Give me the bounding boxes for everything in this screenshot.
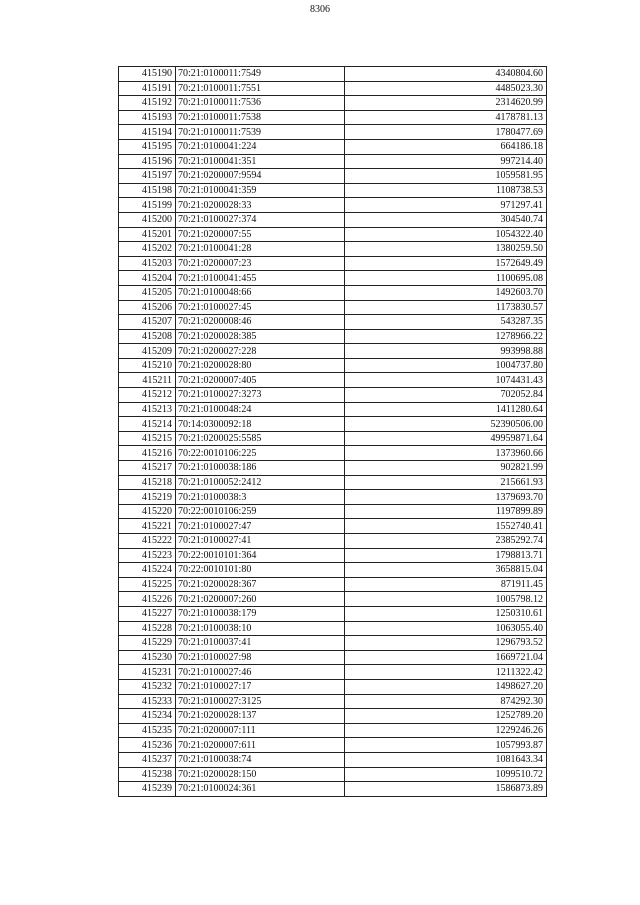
record-number-cell: 415236 bbox=[119, 738, 176, 753]
cadastral-number-cell: 70:21:0200028:150 bbox=[176, 767, 345, 782]
cadastral-value-cell: 702052.84 bbox=[345, 388, 547, 403]
table-row bbox=[119, 300, 547, 315]
cadastral-number-cell: 70:21:0100048:24 bbox=[176, 402, 345, 417]
cadastral-value-cell: 4178781.13 bbox=[345, 110, 547, 125]
cadastral-number-cell: 70:21:0100027:374 bbox=[176, 212, 345, 227]
cadastral-value-cell: 971297.41 bbox=[345, 198, 547, 213]
table-row bbox=[119, 344, 547, 359]
cadastral-number-cell: 70:22:0010101:80 bbox=[176, 563, 345, 578]
cadastral-value-cell: 52390506.00 bbox=[345, 417, 547, 432]
cadastral-number-cell: 70:21:0100052:2412 bbox=[176, 475, 345, 490]
record-number-cell: 415203 bbox=[119, 256, 176, 271]
record-number-cell: 415197 bbox=[119, 169, 176, 184]
table-row bbox=[119, 650, 547, 665]
cadastral-number-cell: 70:21:0100027:45 bbox=[176, 300, 345, 315]
cadastral-number-cell: 70:21:0100011:7539 bbox=[176, 125, 345, 140]
record-number-cell: 415238 bbox=[119, 767, 176, 782]
cadastral-number-cell: 70:21:0100011:7549 bbox=[176, 67, 345, 82]
cadastral-number-cell: 70:21:0100041:224 bbox=[176, 139, 345, 154]
record-number-cell: 415196 bbox=[119, 154, 176, 169]
record-number-cell: 415237 bbox=[119, 752, 176, 767]
table-row bbox=[119, 679, 547, 694]
record-number-cell: 415212 bbox=[119, 388, 176, 403]
record-number-cell: 415222 bbox=[119, 534, 176, 549]
record-number-cell: 415217 bbox=[119, 461, 176, 476]
cadastral-number-cell: 70:21:0200007:611 bbox=[176, 738, 345, 753]
cadastral-value-cell: 874292.30 bbox=[345, 694, 547, 709]
cadastral-number-cell: 70:21:0100041:359 bbox=[176, 183, 345, 198]
cadastral-value-cell: 871911.45 bbox=[345, 577, 547, 592]
cadastral-number-cell: 70:21:0200027:228 bbox=[176, 344, 345, 359]
table-row bbox=[119, 198, 547, 213]
table-row bbox=[119, 665, 547, 680]
cadastral-number-cell: 70:21:0100037:41 bbox=[176, 636, 345, 651]
cadastral-value-cell: 3658815.04 bbox=[345, 563, 547, 578]
cadastral-value-cell: 1173830.57 bbox=[345, 300, 547, 315]
table-row bbox=[119, 125, 547, 140]
cadastral-value-cell: 1498627.20 bbox=[345, 679, 547, 694]
cadastral-number-cell: 70:21:0100038:179 bbox=[176, 606, 345, 621]
cadastral-value-cell: 1005798.12 bbox=[345, 592, 547, 607]
table-row bbox=[119, 81, 547, 96]
cadastral-value-cell: 1296793.52 bbox=[345, 636, 547, 651]
cadastral-number-cell: 70:21:0200028:137 bbox=[176, 709, 345, 724]
record-number-cell: 415215 bbox=[119, 431, 176, 446]
cadastral-value-cell: 4485023.30 bbox=[345, 81, 547, 96]
cadastral-number-cell: 70:21:0200028:33 bbox=[176, 198, 345, 213]
table-row bbox=[119, 636, 547, 651]
record-number-cell: 415223 bbox=[119, 548, 176, 563]
cadastral-number-cell: 70:21:0100027:17 bbox=[176, 679, 345, 694]
cadastral-value-cell: 1252789.20 bbox=[345, 709, 547, 724]
cadastral-number-cell: 70:21:0100038:186 bbox=[176, 461, 345, 476]
table-row bbox=[119, 475, 547, 490]
cadastral-value-cell: 1197899.89 bbox=[345, 504, 547, 519]
table-row bbox=[119, 461, 547, 476]
cadastral-value-cell: 2385292.74 bbox=[345, 534, 547, 549]
table-row bbox=[119, 358, 547, 373]
table-row bbox=[119, 242, 547, 257]
record-number-cell: 415210 bbox=[119, 358, 176, 373]
table-row bbox=[119, 431, 547, 446]
record-number-cell: 415219 bbox=[119, 490, 176, 505]
table-row bbox=[119, 694, 547, 709]
cadastral-value-cell: 1586873.89 bbox=[345, 782, 547, 797]
cadastral-number-cell: 70:22:0010106:225 bbox=[176, 446, 345, 461]
record-number-cell: 415232 bbox=[119, 679, 176, 694]
table-row bbox=[119, 110, 547, 125]
cadastral-number-cell: 70:21:0100011:7536 bbox=[176, 96, 345, 111]
cadastral-value-cell: 1211322.42 bbox=[345, 665, 547, 680]
table-row bbox=[119, 767, 547, 782]
record-number-cell: 415233 bbox=[119, 694, 176, 709]
record-number-cell: 415198 bbox=[119, 183, 176, 198]
cadastral-number-cell: 70:21:0200008:46 bbox=[176, 315, 345, 330]
cadastral-value-cell: 997214.40 bbox=[345, 154, 547, 169]
cadastral-number-cell: 70:21:0200007:23 bbox=[176, 256, 345, 271]
table-row bbox=[119, 388, 547, 403]
table-row bbox=[119, 563, 547, 578]
table-row bbox=[119, 534, 547, 549]
table-row bbox=[119, 782, 547, 797]
cadastral-number-cell: 70:21:0100041:455 bbox=[176, 271, 345, 286]
cadastral-value-cell: 2314620.99 bbox=[345, 96, 547, 111]
record-number-cell: 415221 bbox=[119, 519, 176, 534]
record-number-cell: 415206 bbox=[119, 300, 176, 315]
cadastral-value-cell: 304540.74 bbox=[345, 212, 547, 227]
table-row bbox=[119, 723, 547, 738]
table-row bbox=[119, 212, 547, 227]
cadastral-number-cell: 70:21:0100038:74 bbox=[176, 752, 345, 767]
record-number-cell: 415229 bbox=[119, 636, 176, 651]
table-row bbox=[119, 256, 547, 271]
table-row bbox=[119, 738, 547, 753]
cadastral-value-cell: 902821.99 bbox=[345, 461, 547, 476]
record-number-cell: 415227 bbox=[119, 606, 176, 621]
record-number-cell: 415193 bbox=[119, 110, 176, 125]
table-row bbox=[119, 285, 547, 300]
record-number-cell: 415216 bbox=[119, 446, 176, 461]
table-row bbox=[119, 577, 547, 592]
record-number-cell: 415200 bbox=[119, 212, 176, 227]
cadastral-number-cell: 70:21:0200028:385 bbox=[176, 329, 345, 344]
table-row bbox=[119, 271, 547, 286]
table-row bbox=[119, 446, 547, 461]
cadastral-value-cell: 1100695.08 bbox=[345, 271, 547, 286]
cadastral-number-cell: 70:21:0100038:10 bbox=[176, 621, 345, 636]
cadastral-value-cell: 1229246.26 bbox=[345, 723, 547, 738]
cadastral-number-cell: 70:21:0100027:47 bbox=[176, 519, 345, 534]
table-row bbox=[119, 183, 547, 198]
record-number-cell: 415191 bbox=[119, 81, 176, 96]
cadastral-number-cell: 70:22:0010106:259 bbox=[176, 504, 345, 519]
cadastral-value-cell: 1250310.61 bbox=[345, 606, 547, 621]
cadastral-number-cell: 70:21:0200007:9594 bbox=[176, 169, 345, 184]
table-row bbox=[119, 417, 547, 432]
registry-table bbox=[118, 66, 547, 797]
page-number: 8306 bbox=[310, 4, 330, 15]
cadastral-number-cell: 70:21:0200028:80 bbox=[176, 358, 345, 373]
cadastral-value-cell: 993998.88 bbox=[345, 344, 547, 359]
record-number-cell: 415209 bbox=[119, 344, 176, 359]
cadastral-number-cell: 70:21:0100038:3 bbox=[176, 490, 345, 505]
record-number-cell: 415230 bbox=[119, 650, 176, 665]
cadastral-value-cell: 1780477.69 bbox=[345, 125, 547, 140]
cadastral-number-cell: 70:21:0100027:3273 bbox=[176, 388, 345, 403]
record-number-cell: 415199 bbox=[119, 198, 176, 213]
record-number-cell: 415194 bbox=[119, 125, 176, 140]
cadastral-number-cell: 70:22:0010101:364 bbox=[176, 548, 345, 563]
table-row bbox=[119, 67, 547, 82]
cadastral-value-cell: 1379693.70 bbox=[345, 490, 547, 505]
table-row bbox=[119, 154, 547, 169]
table-row bbox=[119, 621, 547, 636]
cadastral-value-cell: 1099510.72 bbox=[345, 767, 547, 782]
cadastral-number-cell: 70:21:0100041:28 bbox=[176, 242, 345, 257]
record-number-cell: 415224 bbox=[119, 563, 176, 578]
table-row bbox=[119, 606, 547, 621]
cadastral-value-cell: 1552740.41 bbox=[345, 519, 547, 534]
cadastral-number-cell: 70:21:0100048:66 bbox=[176, 285, 345, 300]
record-number-cell: 415195 bbox=[119, 139, 176, 154]
table-row bbox=[119, 402, 547, 417]
cadastral-number-cell: 70:21:0100027:98 bbox=[176, 650, 345, 665]
table-row bbox=[119, 490, 547, 505]
table-row bbox=[119, 315, 547, 330]
cadastral-value-cell: 49959871.64 bbox=[345, 431, 547, 446]
table-row bbox=[119, 709, 547, 724]
cadastral-number-cell: 70:21:0100041:351 bbox=[176, 154, 345, 169]
record-number-cell: 415208 bbox=[119, 329, 176, 344]
cadastral-value-cell: 1411280.64 bbox=[345, 402, 547, 417]
table-row bbox=[119, 227, 547, 242]
record-number-cell: 415214 bbox=[119, 417, 176, 432]
cadastral-value-cell: 1108738.53 bbox=[345, 183, 547, 198]
cadastral-value-cell: 1063055.40 bbox=[345, 621, 547, 636]
cadastral-value-cell: 1081643.34 bbox=[345, 752, 547, 767]
cadastral-value-cell: 1798813.71 bbox=[345, 548, 547, 563]
cadastral-value-cell: 543287.35 bbox=[345, 315, 547, 330]
record-number-cell: 415228 bbox=[119, 621, 176, 636]
cadastral-value-cell: 1074431.43 bbox=[345, 373, 547, 388]
cadastral-value-cell: 664186.18 bbox=[345, 139, 547, 154]
record-number-cell: 415225 bbox=[119, 577, 176, 592]
cadastral-value-cell: 1380259.50 bbox=[345, 242, 547, 257]
record-number-cell: 415190 bbox=[119, 67, 176, 82]
record-number-cell: 415211 bbox=[119, 373, 176, 388]
table-row bbox=[119, 139, 547, 154]
table-row bbox=[119, 373, 547, 388]
table-row bbox=[119, 592, 547, 607]
table-row bbox=[119, 519, 547, 534]
record-number-cell: 415231 bbox=[119, 665, 176, 680]
registry-table-body bbox=[119, 67, 547, 797]
record-number-cell: 415205 bbox=[119, 285, 176, 300]
record-number-cell: 415234 bbox=[119, 709, 176, 724]
cadastral-value-cell: 1004737.80 bbox=[345, 358, 547, 373]
cadastral-number-cell: 70:14:0300092:18 bbox=[176, 417, 345, 432]
cadastral-number-cell: 70:21:0200025:5585 bbox=[176, 431, 345, 446]
record-number-cell: 415202 bbox=[119, 242, 176, 257]
cadastral-number-cell: 70:21:0200007:260 bbox=[176, 592, 345, 607]
record-number-cell: 415204 bbox=[119, 271, 176, 286]
record-number-cell: 415218 bbox=[119, 475, 176, 490]
cadastral-value-cell: 1054322.40 bbox=[345, 227, 547, 242]
cadastral-number-cell: 70:21:0100027:46 bbox=[176, 665, 345, 680]
cadastral-value-cell: 4340804.60 bbox=[345, 67, 547, 82]
table-row bbox=[119, 752, 547, 767]
cadastral-value-cell: 1059581.95 bbox=[345, 169, 547, 184]
table-row bbox=[119, 504, 547, 519]
cadastral-value-cell: 1057993.87 bbox=[345, 738, 547, 753]
cadastral-value-cell: 1278966.22 bbox=[345, 329, 547, 344]
cadastral-value-cell: 1492603.70 bbox=[345, 285, 547, 300]
record-number-cell: 415239 bbox=[119, 782, 176, 797]
cadastral-number-cell: 70:21:0100027:41 bbox=[176, 534, 345, 549]
record-number-cell: 415235 bbox=[119, 723, 176, 738]
record-number-cell: 415220 bbox=[119, 504, 176, 519]
cadastral-number-cell: 70:21:0200007:405 bbox=[176, 373, 345, 388]
table-row bbox=[119, 548, 547, 563]
cadastral-number-cell: 70:21:0100011:7551 bbox=[176, 81, 345, 96]
cadastral-number-cell: 70:21:0100027:3125 bbox=[176, 694, 345, 709]
cadastral-value-cell: 1572649.49 bbox=[345, 256, 547, 271]
cadastral-value-cell: 215661.93 bbox=[345, 475, 547, 490]
cadastral-number-cell: 70:21:0200007:111 bbox=[176, 723, 345, 738]
record-number-cell: 415201 bbox=[119, 227, 176, 242]
record-number-cell: 415213 bbox=[119, 402, 176, 417]
record-number-cell: 415207 bbox=[119, 315, 176, 330]
cadastral-number-cell: 70:21:0100024:361 bbox=[176, 782, 345, 797]
cadastral-number-cell: 70:21:0200028:367 bbox=[176, 577, 345, 592]
cadastral-value-cell: 1669721.04 bbox=[345, 650, 547, 665]
table-row bbox=[119, 169, 547, 184]
cadastral-number-cell: 70:21:0200007:55 bbox=[176, 227, 345, 242]
cadastral-number-cell: 70:21:0100011:7538 bbox=[176, 110, 345, 125]
record-number-cell: 415226 bbox=[119, 592, 176, 607]
record-number-cell: 415192 bbox=[119, 96, 176, 111]
cadastral-value-cell: 1373960.66 bbox=[345, 446, 547, 461]
table-row bbox=[119, 329, 547, 344]
table-row bbox=[119, 96, 547, 111]
